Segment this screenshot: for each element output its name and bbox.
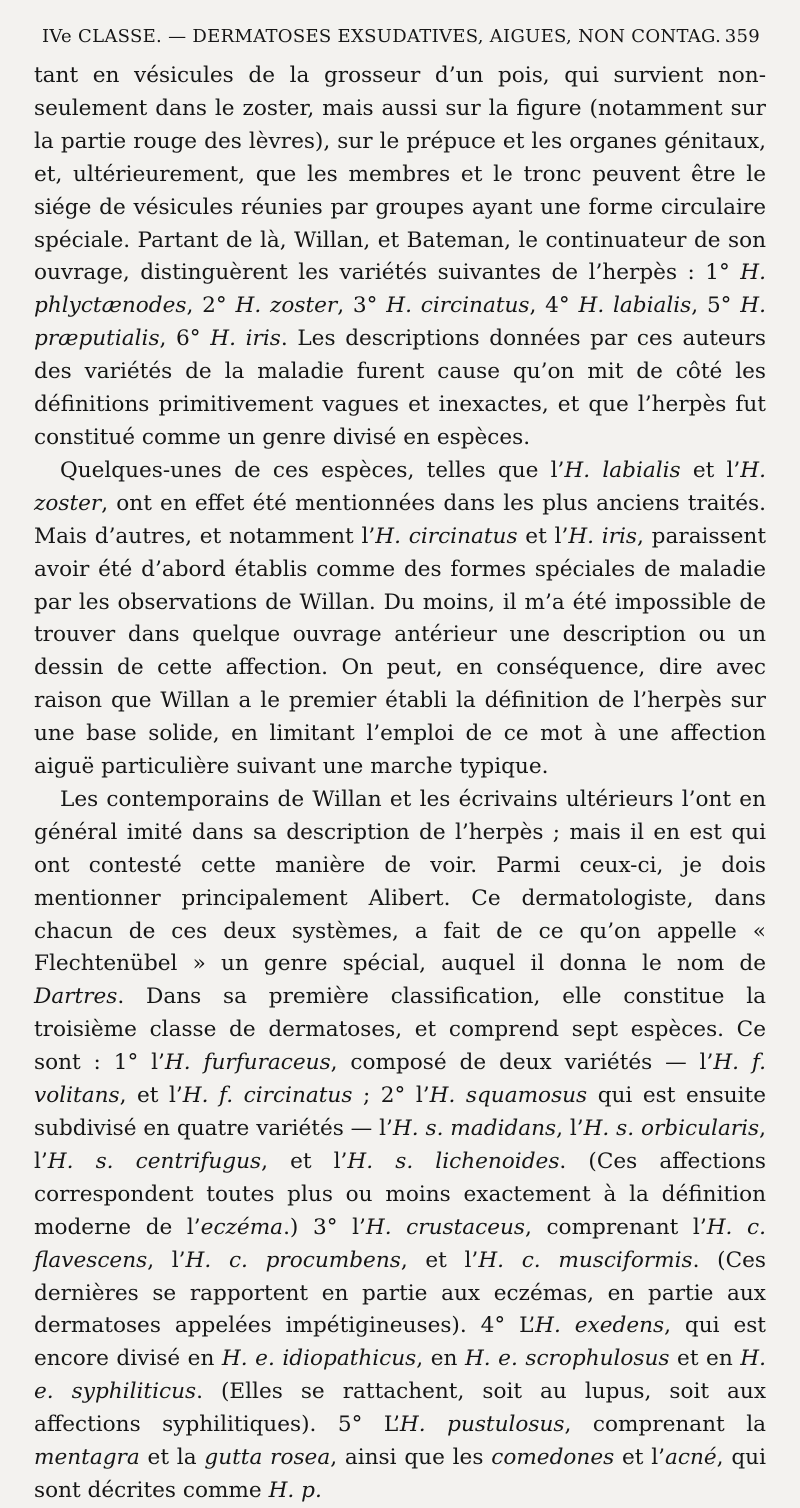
paragraph-2	[34, 455, 766, 784]
italic-term: H. s. orbicularis	[583, 1116, 760, 1141]
text-run: , l’	[556, 1116, 584, 1141]
text-run: , 3°	[337, 293, 387, 319]
text-run: , paraissent avoir été d’abord établis comme des formes spéciales de maladie par les observations de Willan. Du moins, il m’a été impossible de trouver dans quelque ouvrage antérieur une description ou un dessin de cette affection. On peut, en conséquence, dire avec raison que Willan a le premier établi la définition de l’herpès sur une base solide, en limitant l’emploi de ce mot à une affection aiguë particulière suivant une marche typique.	[34, 523, 766, 780]
text-run: , et l’	[400, 1247, 479, 1273]
italic-term: acné	[665, 1445, 717, 1471]
italic-term: Dartres	[34, 984, 118, 1010]
text-run: . (Ces dernières se rapportent en partie aux eczémas, en partie aux dermatoses appelées impétigineuses). 4° L’	[34, 1247, 766, 1339]
italic-term: H. e. scrophulosus	[464, 1346, 670, 1372]
text-run: . Dans sa première classification, elle constitue la troisième classe de dermatoses, et comprend sept espèces. Ce sont : 1° l’	[34, 984, 766, 1076]
italic-term: comedones	[491, 1445, 615, 1471]
italic-term: H. iris	[210, 326, 281, 352]
italic-term: H. zoster	[235, 293, 338, 319]
text-run: , et l’	[261, 1148, 348, 1174]
italic-term: mentagra	[34, 1445, 140, 1471]
italic-term: H. s. lichenoides	[347, 1148, 560, 1174]
text-run: , 2°	[186, 293, 236, 319]
text-run: qui est ensuite subdivisé en quatre variétés — l’	[34, 1083, 766, 1141]
text-run: et l’	[614, 1445, 666, 1471]
text-run: , 5°	[691, 293, 741, 319]
text-run: , l’	[147, 1247, 186, 1273]
italic-term: H. circinatus	[375, 523, 518, 549]
paragraph-1	[34, 60, 766, 455]
italic-term: H. f. volitans	[34, 1050, 766, 1109]
italic-term: H. labialis	[578, 293, 692, 319]
page-number: 359	[724, 26, 760, 47]
text-run: . Les descriptions données par ces auteurs des variétés de la maladie furent cause qu’on mit de côté les définitions primitivement vagues et inexactes, et que l’herpès fut constitué comme un genre divisé en espèces.	[34, 326, 767, 450]
text-run: , composé de deux variétés — l’	[330, 1050, 714, 1076]
text-run: , ont en effet été mentionnées dans les plus anciens traités. Mais d’autres, et notamment l’	[34, 490, 766, 549]
text-run: , qui sont décrites comme	[34, 1445, 766, 1503]
running-header	[34, 26, 766, 54]
italic-term: H. c. procumbens	[185, 1247, 401, 1273]
italic-term: H. c. musciformis	[478, 1247, 693, 1273]
text-run: , 4°	[529, 293, 579, 319]
text-run: .) 3° l’	[283, 1214, 366, 1240]
italic-term: H. p.	[268, 1477, 322, 1503]
text-run: et en	[669, 1346, 741, 1372]
text-run: , en	[416, 1346, 465, 1372]
italic-term: H. c. flavescens	[34, 1214, 766, 1273]
italic-term: H. exedens	[535, 1313, 665, 1339]
italic-term: H. s. madidans	[392, 1116, 557, 1141]
text-run: , l’	[34, 1116, 766, 1174]
text-run: , et l’	[119, 1083, 183, 1109]
italic-term: H. pustulosus	[399, 1412, 565, 1438]
text-run: tant en vésicules de la grosseur d’un pois, qui survient non-seulement dans le zoster, mais aussi sur la figure (notamment sur la partie rouge des lèvres), sur le prépuce et les organes génitaux, et, ultérieurement, que les membres et le tronc peuvent être le siége de vésicules réunies par groupes ayant une forme circulaire spéciale. Partant de là, Willan, et Bateman, le continuateur de son ouvrage, distinguèrent les variétés suivantes de l’herpès : 1°	[34, 63, 766, 286]
text-run: . (Ces affections correspondent toutes plus ou moins exactement à la définition moderne de l’	[34, 1148, 766, 1240]
text-run: . (Elles se rattachent, soit au lupus, soit aux affections syphilitiques). 5° L’	[34, 1379, 766, 1438]
text-run: ; 2° l’	[352, 1083, 430, 1109]
italic-term: H. zoster	[34, 457, 766, 516]
italic-term: H. circinatus	[386, 293, 530, 319]
italic-term: H. præputialis	[34, 293, 766, 352]
running-header-title: IVe CLASSE. — DERMATOSES EXSUDATIVES, AIGUES, NON CONTAG.	[42, 26, 722, 47]
text-run: Quelques-unes de ces espèces, telles que l’	[60, 457, 565, 483]
paragraph-3	[34, 784, 766, 1508]
body-text	[34, 60, 766, 1508]
text-run: et l’	[680, 457, 741, 483]
text-run: , comprenant l’	[525, 1214, 707, 1240]
italic-term: H. s. centrifugus	[47, 1148, 262, 1174]
text-run: et la	[139, 1445, 205, 1471]
text-run: Les contemporains de Willan et les écrivains ultérieurs l’ont en général imité dans sa description de l’herpès ; mais il en est qui ont contesté cette manière de voir. Parmi ceux-ci, je dois mentionner principalement Alibert. Ce dermatologiste, dans chacun de ces deux systèmes, a fait de ce qu’on appelle « Flechtenübel » un genre spécial, auquel il donna le nom de	[34, 786, 766, 977]
text-run: , ainsi que les	[330, 1445, 492, 1471]
italic-term: H. iris	[568, 523, 638, 549]
italic-term: eczéma	[200, 1214, 284, 1240]
italic-term: H. labialis	[564, 457, 681, 483]
italic-term: H. e. syphiliticus	[34, 1346, 766, 1405]
italic-term: H. squamosus	[429, 1083, 588, 1109]
text-run: , 6°	[159, 326, 211, 352]
italic-term: H. crustaceus	[365, 1214, 525, 1240]
italic-term: H. furfuraceus	[164, 1050, 331, 1076]
text-run: et l’	[517, 523, 569, 549]
text-run: , qui est encore divisé en	[34, 1313, 766, 1372]
italic-term: H. phlyctænodes	[34, 260, 766, 319]
italic-term: H. f. circinatus	[182, 1083, 353, 1109]
text-run: , comprenant la	[564, 1412, 767, 1438]
italic-term: gutta rosea	[204, 1445, 331, 1471]
italic-term: H. e. idiopathicus	[221, 1346, 417, 1372]
